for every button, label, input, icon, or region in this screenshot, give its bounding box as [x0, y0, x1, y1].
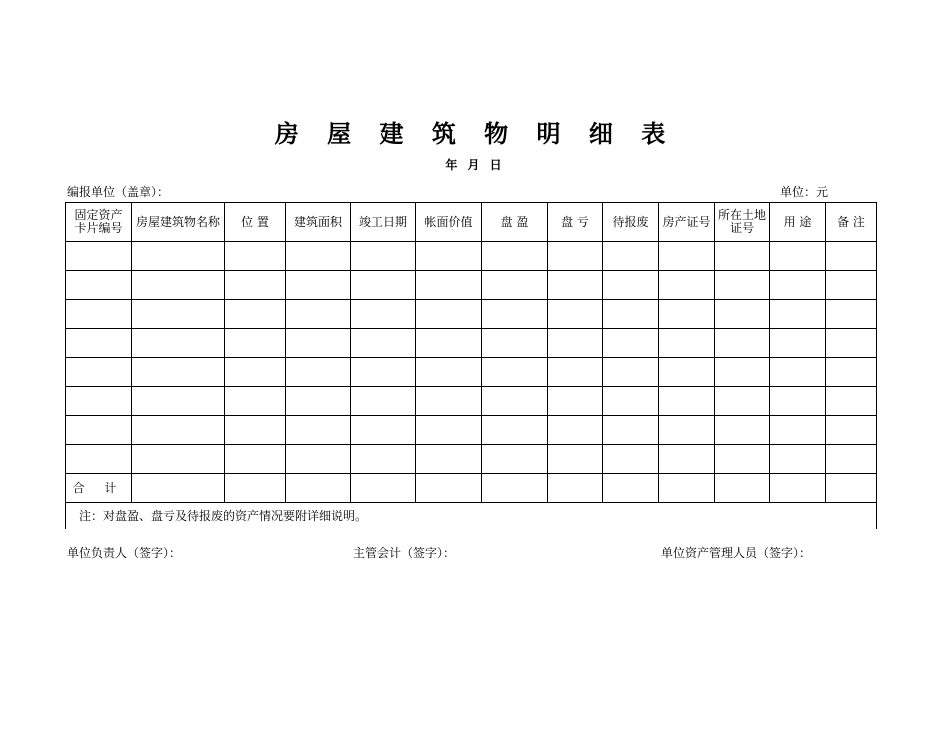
table-cell[interactable] — [659, 445, 715, 474]
table-cell[interactable] — [225, 416, 286, 445]
table-cell[interactable] — [286, 445, 351, 474]
table-cell[interactable] — [548, 242, 603, 271]
table-cell[interactable] — [416, 358, 482, 387]
table-cell[interactable] — [416, 416, 482, 445]
table-cell[interactable] — [351, 271, 416, 300]
table-cell[interactable] — [770, 445, 826, 474]
table-cell[interactable] — [826, 271, 877, 300]
table-cell[interactable] — [66, 445, 132, 474]
table-cell[interactable] — [482, 358, 548, 387]
table-cell[interactable] — [225, 271, 286, 300]
table-row — [66, 358, 877, 387]
column-header-text: 证号 — [729, 221, 754, 235]
table-cell[interactable] — [826, 329, 877, 358]
table-row — [66, 445, 877, 474]
column-header — [770, 203, 826, 242]
table-cell[interactable] — [132, 271, 225, 300]
table-cell[interactable] — [351, 416, 416, 445]
table-cell[interactable] — [548, 271, 603, 300]
table-row — [66, 242, 877, 271]
total-cell[interactable] — [770, 474, 826, 503]
table-cell[interactable] — [659, 271, 715, 300]
total-cell[interactable] — [715, 474, 770, 503]
table-cell[interactable] — [351, 358, 416, 387]
table-cell[interactable] — [603, 329, 659, 358]
table-cell[interactable] — [659, 387, 715, 416]
currency-unit-label: 单位：元 — [780, 185, 829, 199]
column-header — [66, 203, 132, 242]
column-header-text: 用 途 — [783, 214, 812, 229]
table-cell[interactable] — [482, 271, 548, 300]
table-cell[interactable] — [416, 387, 482, 416]
note-row — [66, 503, 877, 530]
table-cell[interactable] — [66, 271, 132, 300]
table-cell[interactable] — [715, 300, 770, 329]
table-cell[interactable] — [225, 300, 286, 329]
table-cell[interactable] — [225, 387, 286, 416]
total-cell[interactable] — [603, 474, 659, 503]
table-cell[interactable] — [132, 387, 225, 416]
table-cell[interactable] — [548, 416, 603, 445]
table-cell[interactable] — [603, 300, 659, 329]
column-header-text: 待报废 — [612, 214, 649, 229]
table-cell[interactable] — [603, 358, 659, 387]
table-cell[interactable] — [603, 271, 659, 300]
total-cell[interactable] — [482, 474, 548, 503]
table-row — [66, 416, 877, 445]
chief-accountant-signature-label: 主管会计（签字）： — [353, 546, 456, 560]
table-cell[interactable] — [548, 300, 603, 329]
table-cell[interactable] — [286, 416, 351, 445]
table-cell[interactable] — [715, 271, 770, 300]
total-label: 合 计 — [66, 474, 132, 503]
table-cell[interactable] — [659, 242, 715, 271]
column-header — [548, 203, 603, 242]
table-cell[interactable] — [132, 329, 225, 358]
table-cell[interactable] — [659, 300, 715, 329]
table-cell[interactable] — [548, 445, 603, 474]
table-cell[interactable] — [482, 242, 548, 271]
table-cell[interactable] — [225, 329, 286, 358]
table-cell[interactable] — [659, 329, 715, 358]
page-title: 房 屋 建 筑 物 明 细 表 — [274, 119, 676, 148]
table-cell[interactable] — [416, 242, 482, 271]
table-cell[interactable] — [715, 329, 770, 358]
total-cell[interactable] — [826, 474, 877, 503]
column-header-text: 房屋建筑物名称 — [135, 214, 220, 229]
total-cell[interactable] — [548, 474, 603, 503]
table-cell[interactable] — [548, 329, 603, 358]
reporting-unit-label: 编报单位（盖章）： — [67, 185, 170, 199]
table-cell[interactable] — [225, 358, 286, 387]
total-cell[interactable] — [351, 474, 416, 503]
table-cell[interactable] — [351, 445, 416, 474]
column-header — [286, 203, 351, 242]
asset-manager-signature-label: 单位资产管理人员（签字）： — [661, 546, 812, 560]
column-header-text: 所在土地 — [717, 208, 766, 222]
table-row — [66, 387, 877, 416]
table-cell[interactable] — [715, 416, 770, 445]
table-cell[interactable] — [132, 242, 225, 271]
column-header — [603, 203, 659, 242]
table-cell[interactable] — [132, 416, 225, 445]
column-header-text: 备 注 — [837, 214, 865, 229]
table-cell[interactable] — [770, 242, 826, 271]
table-cell[interactable] — [826, 242, 877, 271]
total-cell[interactable] — [132, 474, 225, 503]
table-cell[interactable] — [482, 416, 548, 445]
table-cell[interactable] — [826, 445, 877, 474]
table-cell[interactable] — [416, 300, 482, 329]
table-cell[interactable] — [715, 358, 770, 387]
table-cell[interactable] — [132, 300, 225, 329]
table-cell[interactable] — [286, 358, 351, 387]
table-cell[interactable] — [416, 329, 482, 358]
table-cell[interactable] — [351, 300, 416, 329]
column-header — [715, 203, 770, 242]
table-cell[interactable] — [603, 416, 659, 445]
table-cell[interactable] — [548, 358, 603, 387]
column-header-text: 卡片编号 — [74, 221, 123, 235]
column-header — [482, 203, 548, 242]
table-cell[interactable] — [770, 387, 826, 416]
column-header — [416, 203, 482, 242]
table-cell[interactable] — [286, 271, 351, 300]
table-cell[interactable] — [351, 242, 416, 271]
table-cell[interactable] — [770, 300, 826, 329]
table-cell[interactable] — [66, 300, 132, 329]
table-cell[interactable] — [351, 329, 416, 358]
table-cell[interactable] — [225, 242, 286, 271]
table-cell[interactable] — [548, 387, 603, 416]
column-header-text: 固定资产 — [74, 208, 123, 222]
column-header-text: 位 置 — [241, 214, 269, 229]
table-cell[interactable] — [826, 416, 877, 445]
table-cell[interactable] — [770, 358, 826, 387]
column-header-text: 房产证号 — [662, 214, 711, 229]
column-header — [351, 203, 416, 242]
table-cell[interactable] — [826, 300, 877, 329]
table-cell[interactable] — [66, 416, 132, 445]
table-cell[interactable] — [770, 271, 826, 300]
column-header — [225, 203, 286, 242]
table-cell[interactable] — [132, 445, 225, 474]
table-cell[interactable] — [826, 358, 877, 387]
total-cell[interactable] — [659, 474, 715, 503]
column-header-text: 帐面价值 — [424, 214, 473, 229]
report-date: 年 月 日 — [445, 158, 505, 172]
table-cell[interactable] — [715, 242, 770, 271]
column-header — [132, 203, 225, 242]
table-cell[interactable] — [482, 445, 548, 474]
table-cell[interactable] — [416, 271, 482, 300]
table-cell[interactable] — [603, 387, 659, 416]
total-cell[interactable] — [286, 474, 351, 503]
table-cell[interactable] — [482, 387, 548, 416]
column-header — [659, 203, 715, 242]
table-cell[interactable] — [66, 242, 132, 271]
table-cell[interactable] — [286, 387, 351, 416]
table-row — [66, 271, 877, 300]
table-cell[interactable] — [770, 329, 826, 358]
table-row — [66, 329, 877, 358]
table-cell[interactable] — [603, 242, 659, 271]
table-cell[interactable] — [659, 358, 715, 387]
total-row — [66, 474, 877, 503]
total-cell[interactable] — [225, 474, 286, 503]
table-cell[interactable] — [603, 445, 659, 474]
table-cell[interactable] — [286, 242, 351, 271]
table-cell[interactable] — [482, 329, 548, 358]
table-cell[interactable] — [351, 387, 416, 416]
building-detail-table — [65, 202, 877, 529]
column-header — [826, 203, 877, 242]
total-cell[interactable] — [416, 474, 482, 503]
table-cell[interactable] — [286, 300, 351, 329]
column-header-text: 建筑面积 — [293, 214, 342, 229]
table-row — [66, 300, 877, 329]
unit-head-signature-label: 单位负责人（签字）： — [67, 546, 182, 560]
table-cell[interactable] — [66, 387, 132, 416]
table-cell[interactable] — [715, 445, 770, 474]
table-cell[interactable] — [66, 329, 132, 358]
column-header-text: 竣工日期 — [358, 214, 407, 229]
table-cell[interactable] — [225, 445, 286, 474]
column-header-text: 盘 亏 — [561, 214, 589, 229]
note-text: 注：对盘盈、盘亏及待报废的资产情况要附详细说明。 — [66, 503, 877, 530]
table-cell[interactable] — [66, 358, 132, 387]
table-header-row — [66, 203, 877, 242]
table-cell[interactable] — [770, 416, 826, 445]
table-cell[interactable] — [715, 387, 770, 416]
table-cell[interactable] — [826, 387, 877, 416]
table-cell[interactable] — [482, 300, 548, 329]
table-cell[interactable] — [659, 416, 715, 445]
table-cell[interactable] — [132, 358, 225, 387]
table-cell[interactable] — [416, 445, 482, 474]
column-header-text: 盘 盈 — [500, 214, 529, 229]
table-cell[interactable] — [286, 329, 351, 358]
